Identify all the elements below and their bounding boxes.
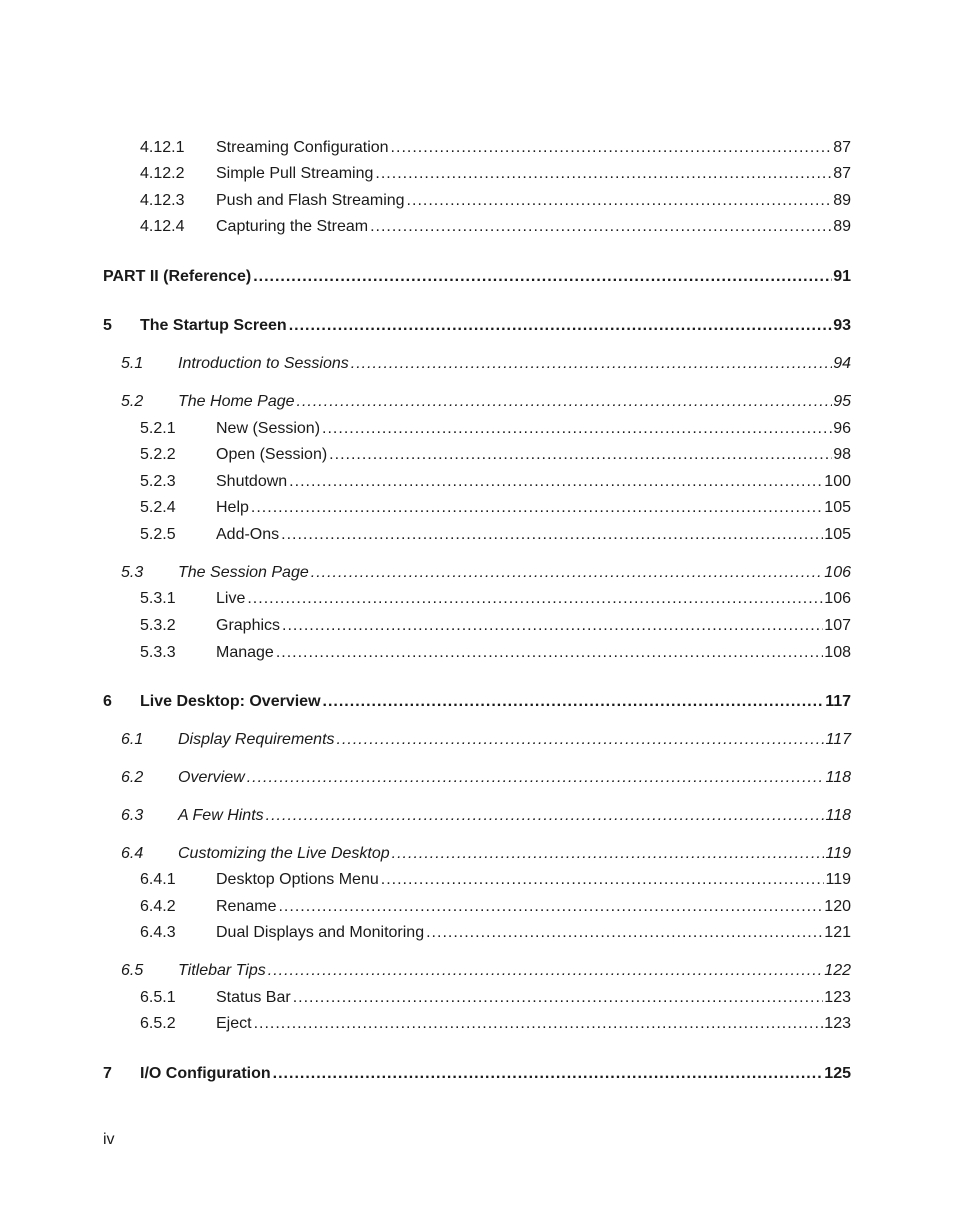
toc-entry-number: 5.2.4 <box>140 499 176 516</box>
page-number: iv <box>103 1131 115 1148</box>
toc-entry-page: 123 <box>824 1015 851 1032</box>
toc-dot-leader <box>375 162 832 186</box>
toc-entry-title: Manage <box>216 644 274 661</box>
toc-entry-title: Shutdown <box>216 473 288 490</box>
toc-entry-title: Dual Displays and Monitoring <box>216 924 425 941</box>
toc-entry-title: Simple Pull Streaming <box>216 165 374 182</box>
toc-dot-leader <box>247 587 823 611</box>
toc-entry[interactable] <box>140 417 851 441</box>
toc-entry-title: I/O Configuration <box>140 1065 271 1082</box>
toc-entry-title: A Few Hints <box>178 807 264 824</box>
toc-entry[interactable] <box>103 1062 851 1086</box>
toc-entry[interactable] <box>121 959 851 983</box>
toc-entry[interactable] <box>121 561 851 585</box>
toc-dot-leader <box>276 641 823 665</box>
toc-dot-leader <box>289 470 823 494</box>
toc-entry-page: 118 <box>825 769 851 786</box>
toc-entry-page: 95 <box>833 393 851 410</box>
toc-entry-number: 4.12.4 <box>140 218 185 235</box>
toc-entry[interactable] <box>140 868 851 892</box>
toc-dot-leader <box>297 390 833 414</box>
toc-entry-number: 7 <box>103 1065 112 1082</box>
toc-entry-page: 123 <box>824 989 851 1006</box>
toc-entry[interactable] <box>140 895 851 919</box>
toc-entry-title: Customizing the Live Desktop <box>178 845 390 862</box>
toc-entry-number: 6.5.1 <box>140 989 176 1006</box>
toc-entry-title: Live <box>216 590 246 607</box>
toc-entry-page: 93 <box>833 317 851 334</box>
toc-dot-leader <box>381 868 825 892</box>
toc-entry[interactable] <box>140 614 851 638</box>
toc-dot-leader <box>329 443 832 467</box>
toc-entry-page: 87 <box>833 165 851 182</box>
toc-dot-leader <box>289 314 833 338</box>
toc-entry[interactable] <box>140 136 851 160</box>
toc-entry-title: Streaming Configuration <box>216 139 389 156</box>
toc-entry-page: 91 <box>833 268 851 285</box>
toc-entry-number: 6.4 <box>121 845 144 862</box>
toc-entry-number: 5.2.3 <box>140 473 176 490</box>
toc-dot-leader <box>322 417 832 441</box>
toc-entry-number: 4.12.1 <box>140 139 185 156</box>
toc-entry-title: Eject <box>216 1015 252 1032</box>
toc-dot-leader <box>282 614 823 638</box>
toc-entry-page: 119 <box>825 871 851 888</box>
toc-entry-number: 5.3.2 <box>140 617 176 634</box>
toc-entry-number: 4.12.3 <box>140 192 185 209</box>
toc-entry[interactable] <box>140 641 851 665</box>
toc-entry-title: Help <box>216 499 249 516</box>
toc-entry-title: The Startup Screen <box>140 317 287 334</box>
toc-entry[interactable] <box>140 496 851 520</box>
toc-entry-title: Graphics <box>216 617 281 634</box>
toc-entry-number: 5.1 <box>121 355 144 372</box>
toc-entry[interactable] <box>140 921 851 945</box>
toc-entry-page: 121 <box>824 924 851 941</box>
toc-entry-title: Add-Ons <box>216 526 280 543</box>
toc-dot-leader <box>278 895 823 919</box>
toc-entry-title: Introduction to Sessions <box>178 355 349 372</box>
toc-entry-number: 5.2.1 <box>140 420 176 437</box>
toc-entry[interactable] <box>121 766 851 790</box>
toc-entry-number: 4.12.2 <box>140 165 185 182</box>
toc-entry-number: 5.2 <box>121 393 144 410</box>
toc-entry-title: PART II (Reference) <box>103 268 252 285</box>
toc-dot-leader <box>391 136 833 160</box>
toc-entry[interactable] <box>121 842 851 866</box>
toc-entry[interactable] <box>140 470 851 494</box>
toc-entry-page: 106 <box>824 564 851 581</box>
toc-entry-title: Titlebar Tips <box>178 962 266 979</box>
toc-entry-page: 105 <box>824 499 851 516</box>
toc-entry-page: 89 <box>833 218 851 235</box>
toc-entry-number: 6.5 <box>121 962 144 979</box>
toc-dot-leader <box>268 959 824 983</box>
toc-dot-leader <box>351 352 832 376</box>
toc-entry-page: 98 <box>833 446 851 463</box>
toc-dot-leader <box>247 766 825 790</box>
toc-entry[interactable] <box>121 804 851 828</box>
toc-entry[interactable] <box>140 189 851 213</box>
toc-entry-number: 5.3.3 <box>140 644 176 661</box>
toc-entry-page: 89 <box>833 192 851 209</box>
toc-entry[interactable] <box>121 390 851 414</box>
toc-entry[interactable] <box>140 986 851 1010</box>
toc-entry-number: 5.3 <box>121 564 144 581</box>
toc-entry[interactable] <box>103 690 851 714</box>
toc-entry[interactable] <box>121 352 851 376</box>
toc-entry[interactable] <box>103 265 851 289</box>
toc-entry-page: 125 <box>824 1065 851 1082</box>
toc-entry[interactable] <box>140 587 851 611</box>
toc-entry-page: 106 <box>824 590 851 607</box>
toc-entry-page: 96 <box>833 420 851 437</box>
toc-entry-title: Rename <box>216 898 277 915</box>
toc-dot-leader <box>392 842 825 866</box>
toc-entry-page: 100 <box>824 473 851 490</box>
toc-dot-leader <box>281 523 823 547</box>
toc-entry-title: Live Desktop: Overview <box>140 693 321 710</box>
toc-entry[interactable] <box>140 443 851 467</box>
toc-entry-number: 6 <box>103 693 112 710</box>
toc-entry-title: Open (Session) <box>216 446 328 463</box>
toc-entry-title: Overview <box>178 769 245 786</box>
toc-entry-title: Desktop Options Menu <box>216 871 379 888</box>
toc-entry[interactable] <box>140 215 851 239</box>
toc-entry-page: 118 <box>825 807 851 824</box>
toc-dot-leader <box>254 1012 824 1036</box>
toc-entry-number: 6.1 <box>121 731 144 748</box>
toc-entry-number: 5.2.2 <box>140 446 176 463</box>
toc-entry-page: 105 <box>824 526 851 543</box>
toc-entry-page: 87 <box>833 139 851 156</box>
toc-entry-number: 6.4.3 <box>140 924 176 941</box>
toc-entry-page: 122 <box>824 962 851 979</box>
toc-entry[interactable] <box>121 728 851 752</box>
toc-entry-number: 6.2 <box>121 769 144 786</box>
toc-entry-page: 120 <box>824 898 851 915</box>
toc-entry-title: The Home Page <box>178 393 295 410</box>
toc-entry-number: 6.3 <box>121 807 144 824</box>
toc-entry-title: Capturing the Stream <box>216 218 369 235</box>
toc-entry-number: 6.4.1 <box>140 871 176 888</box>
toc-dot-leader <box>293 986 824 1010</box>
toc-entry-number: 5 <box>103 317 112 334</box>
toc-entry-number: 5.3.1 <box>140 590 176 607</box>
toc-entry-title: New (Session) <box>216 420 321 437</box>
toc-dot-leader <box>370 215 832 239</box>
toc-entry-page: 108 <box>824 644 851 661</box>
toc-entry-title: Push and Flash Streaming <box>216 192 405 209</box>
toc-entry-page: 119 <box>825 845 851 862</box>
toc-entry-title: Status Bar <box>216 989 291 1006</box>
toc-entry-title: The Session Page <box>178 564 309 581</box>
toc-entry-page: 117 <box>825 693 851 710</box>
toc-dot-leader <box>337 728 825 752</box>
toc-dot-leader <box>311 561 824 585</box>
toc-dot-leader <box>407 189 833 213</box>
toc-dot-leader <box>266 804 825 828</box>
toc-entry[interactable] <box>140 162 851 186</box>
toc-entry[interactable] <box>140 523 851 547</box>
toc-entry[interactable] <box>140 1012 851 1036</box>
toc-entry-number: 6.5.2 <box>140 1015 176 1032</box>
toc-entry-title: Display Requirements <box>178 731 335 748</box>
toc-entry-page: 117 <box>825 731 851 748</box>
toc-entry-page: 107 <box>824 617 851 634</box>
toc-dot-leader <box>323 690 825 714</box>
toc-entry-number: 5.2.5 <box>140 526 176 543</box>
toc-entry-number: 6.4.2 <box>140 898 176 915</box>
toc-entry-page: 94 <box>833 355 851 372</box>
toc-dot-leader <box>273 1062 824 1086</box>
toc-dot-leader <box>426 921 823 945</box>
toc-dot-leader <box>253 265 832 289</box>
toc-dot-leader <box>251 496 823 520</box>
toc-entry[interactable] <box>103 314 851 338</box>
